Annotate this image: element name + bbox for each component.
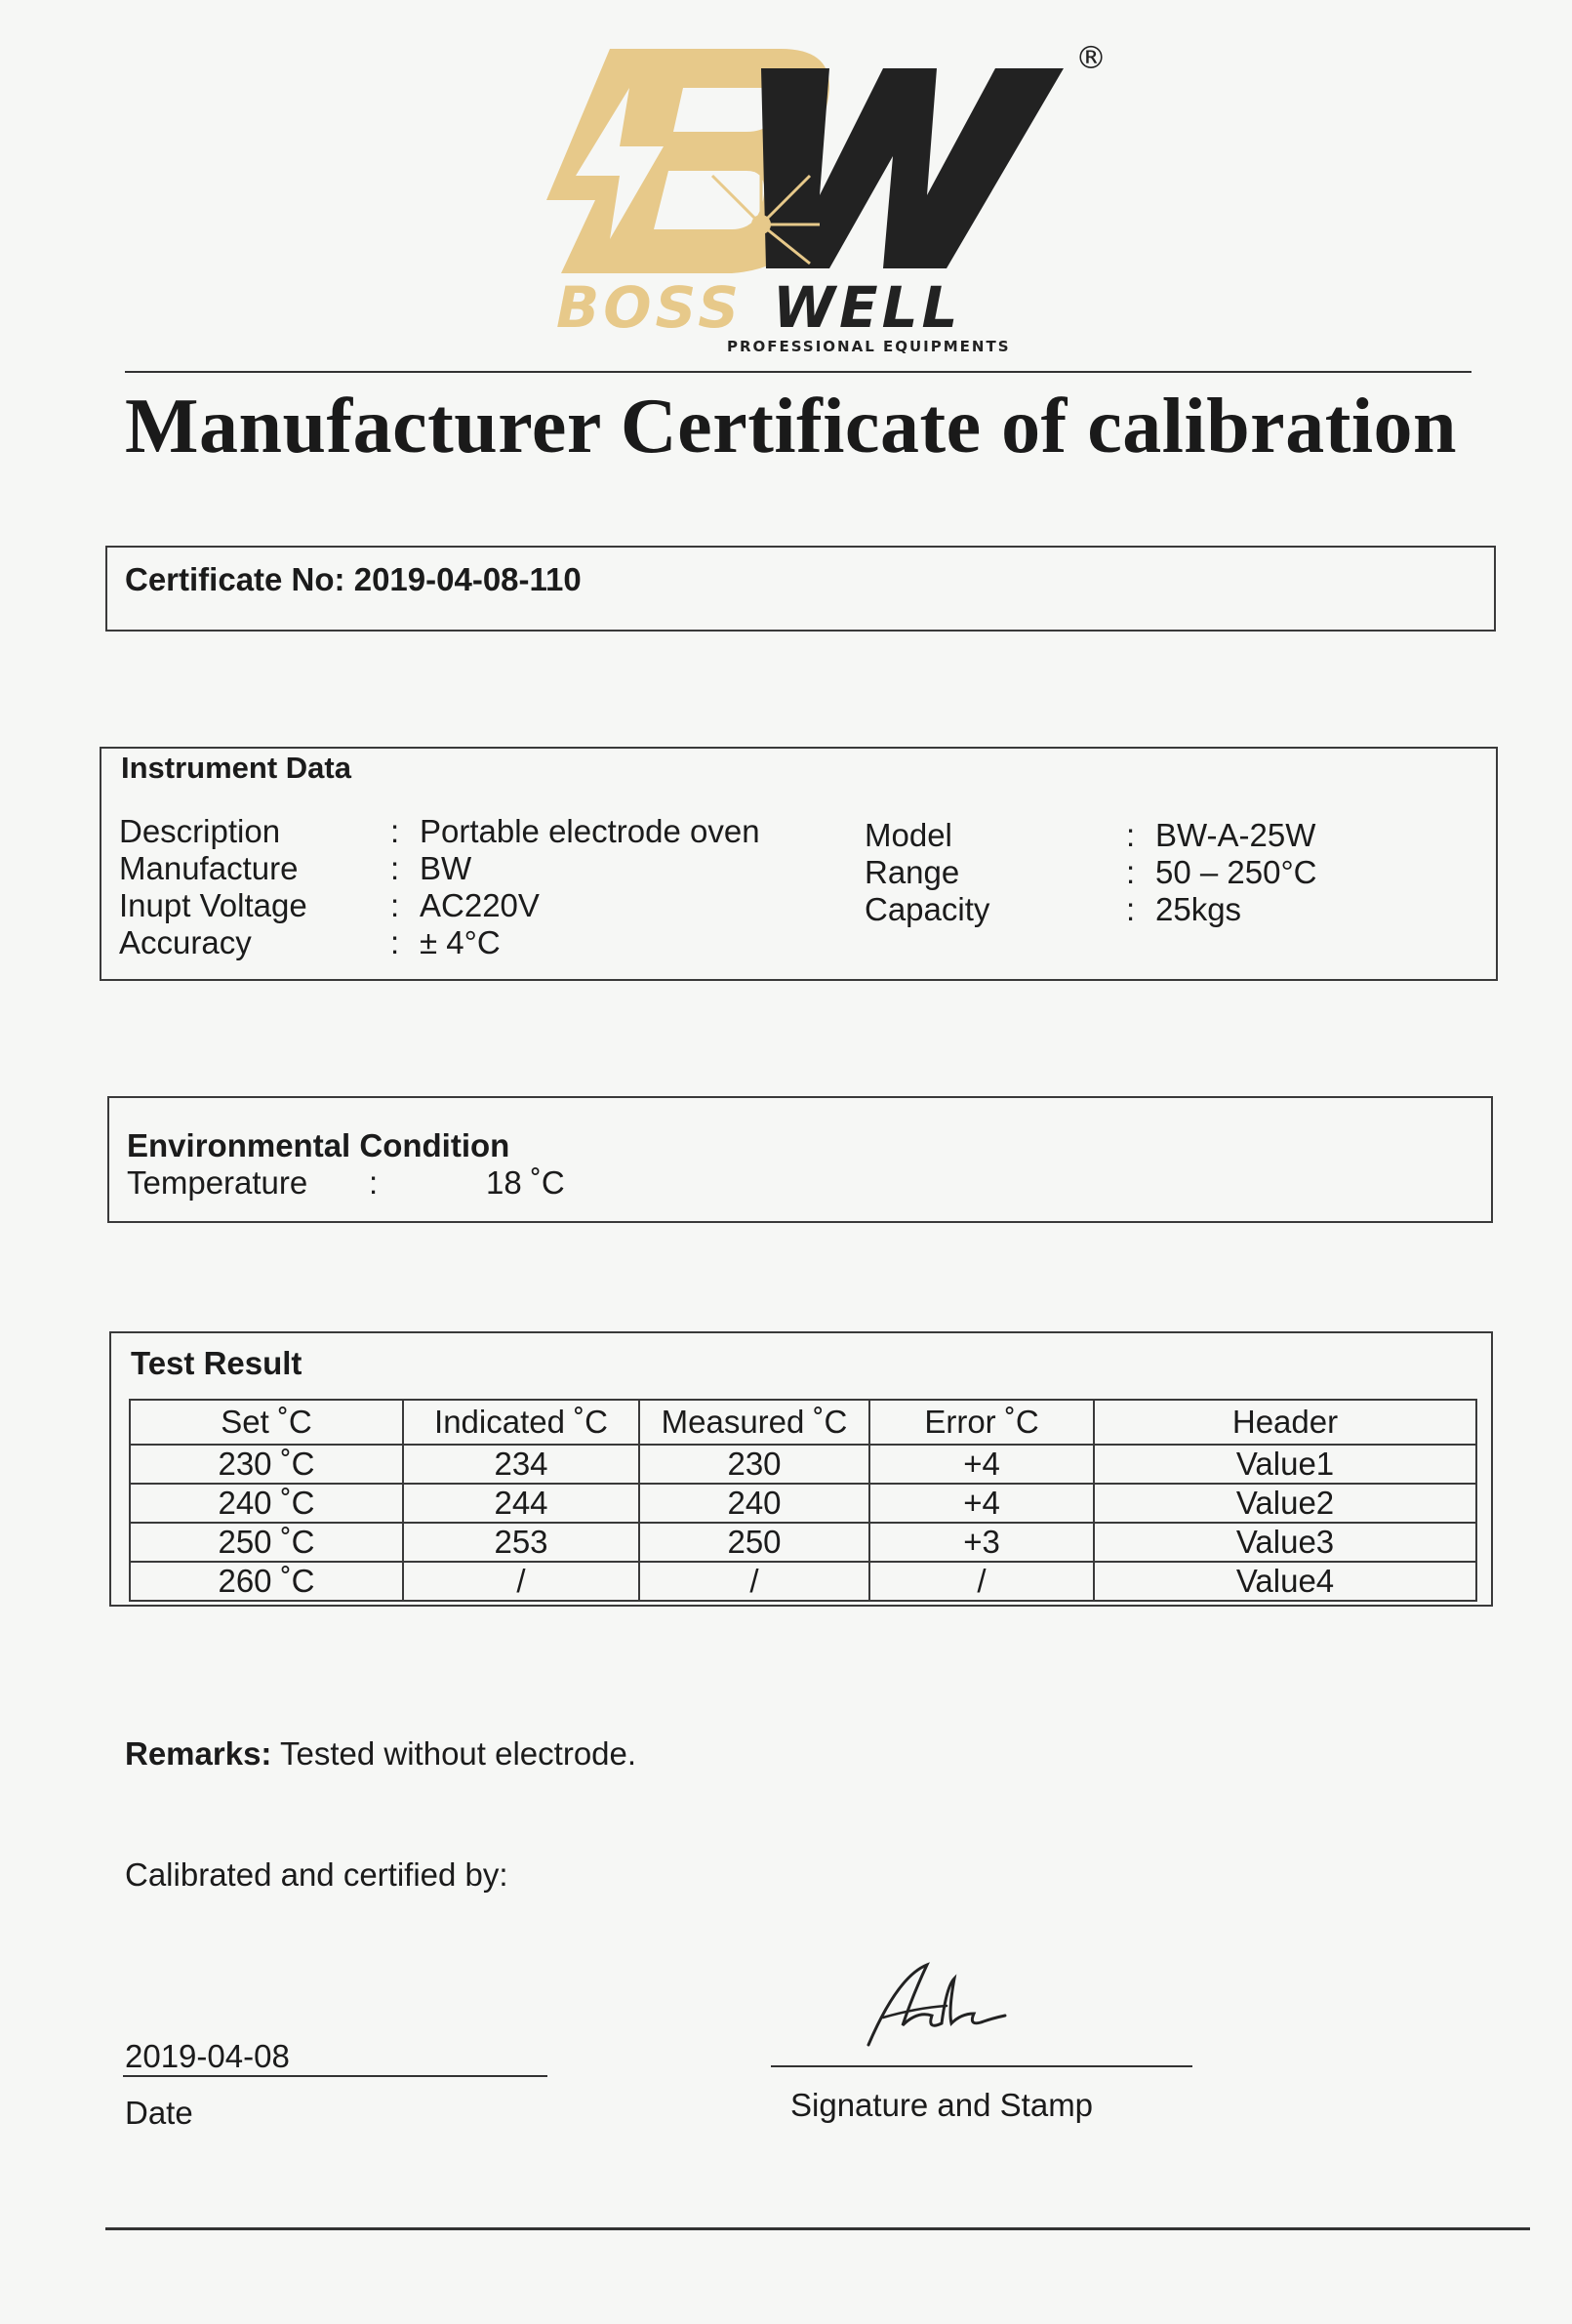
environment-box (107, 1096, 1493, 1223)
cell-indicated: / (403, 1562, 639, 1601)
cell-measured: / (639, 1562, 869, 1601)
table-row (130, 1484, 1476, 1523)
cell-header: Value2 (1094, 1484, 1476, 1523)
instrument-accuracy-key: Accuracy (119, 924, 252, 960)
date-label: Date (125, 2095, 193, 2131)
certificate-number-label: Certificate No: (125, 561, 345, 597)
column-header-header: Header (1094, 1400, 1476, 1445)
footer-rule (105, 2227, 1530, 2230)
brand-tagline: PROFESSIONAL EQUIPMENTS (727, 338, 1011, 355)
cell-measured: 250 (639, 1523, 869, 1562)
instrument-range-key: Range (865, 854, 960, 890)
registered-mark: ® (1075, 39, 1107, 76)
cell-indicated: 244 (403, 1484, 639, 1523)
brand-name-right: WELL (773, 274, 962, 341)
environment-temperature-value: 18 ˚C (486, 1164, 565, 1201)
brand-name-left: BOSS (556, 274, 743, 341)
instrument-capacity-value: 25kgs (1155, 891, 1242, 927)
instrument-model-key: Model (865, 817, 952, 853)
cell-measured: 240 (639, 1484, 869, 1523)
cell-set: 240 ˚C (130, 1484, 403, 1523)
certificate-number-box (105, 546, 1496, 632)
cell-header: Value1 (1094, 1445, 1476, 1484)
instrument-voltage-sep: : (390, 887, 400, 923)
instrument-voltage-key: Inupt Voltage (119, 887, 307, 923)
instrument-capacity-key: Capacity (865, 891, 990, 927)
remarks-label: Remarks: (125, 1735, 272, 1772)
cell-measured: 230 (639, 1445, 869, 1484)
instrument-accuracy-sep: : (390, 924, 400, 960)
cell-error: +4 (869, 1484, 1094, 1523)
instrument-model-sep: : (1126, 817, 1136, 853)
instrument-model-value: BW-A-25W (1155, 817, 1316, 853)
cell-set: 260 ˚C (130, 1562, 403, 1601)
remarks-text: Tested without electrode. (280, 1735, 637, 1772)
instrument-capacity-sep: : (1126, 891, 1136, 927)
instrument-data-heading: Instrument Data (121, 751, 351, 785)
cell-error: +3 (869, 1523, 1094, 1562)
instrument-accuracy-value: ± 4°C (420, 924, 501, 960)
table-row (130, 1445, 1476, 1484)
test-result-heading: Test Result (131, 1345, 302, 1381)
header-rule (125, 371, 1471, 373)
page-title: Manufacturer Certificate of calibration (125, 384, 1458, 469)
instrument-voltage-value: AC220V (420, 887, 540, 923)
cell-indicated: 234 (403, 1445, 639, 1484)
column-header-set: Set ˚C (130, 1400, 403, 1445)
column-header-error: Error ˚C (869, 1400, 1094, 1445)
bosswell-logo (517, 29, 1107, 361)
bosswell-logo-graphic (517, 29, 1107, 361)
instrument-manufacture-sep: : (390, 850, 400, 886)
instrument-manufacture-value: BW (420, 850, 472, 886)
cell-header: Value3 (1094, 1523, 1476, 1562)
test-result-table (129, 1399, 1477, 1602)
remarks (125, 1735, 636, 1773)
calibrated-by-label: Calibrated and certified by: (125, 1856, 508, 1893)
table-row (130, 1562, 1476, 1601)
environment-temperature-sep: : (369, 1164, 379, 1201)
cell-set: 230 ˚C (130, 1445, 403, 1484)
date-line (123, 2075, 547, 2077)
environment-temperature-key: Temperature (127, 1164, 308, 1201)
instrument-description-sep: : (390, 813, 400, 849)
instrument-manufacture-key: Manufacture (119, 850, 299, 886)
instrument-range-sep: : (1126, 854, 1136, 890)
instrument-data-box (100, 747, 1498, 981)
table-header-row (130, 1400, 1476, 1445)
table-row (130, 1523, 1476, 1562)
cell-header: Value4 (1094, 1562, 1476, 1601)
instrument-description-key: Description (119, 813, 281, 849)
instrument-description-value: Portable electrode oven (420, 813, 760, 849)
instrument-range-value: 50 – 250°C (1155, 854, 1317, 890)
column-header-indicated: Indicated ˚C (403, 1400, 639, 1445)
certificate-number-value: 2019-04-08-110 (353, 561, 582, 597)
date-value: 2019-04-08 (125, 2038, 290, 2074)
cell-indicated: 253 (403, 1523, 639, 1562)
cell-set: 250 ˚C (130, 1523, 403, 1562)
cell-error: +4 (869, 1445, 1094, 1484)
signature-label: Signature and Stamp (790, 2087, 1094, 2123)
environment-heading: Environmental Condition (127, 1127, 510, 1163)
column-header-measured: Measured ˚C (639, 1400, 869, 1445)
cell-error: / (869, 1562, 1094, 1601)
signature-handwriting (859, 1957, 1015, 2055)
signature-line (771, 2065, 1192, 2067)
